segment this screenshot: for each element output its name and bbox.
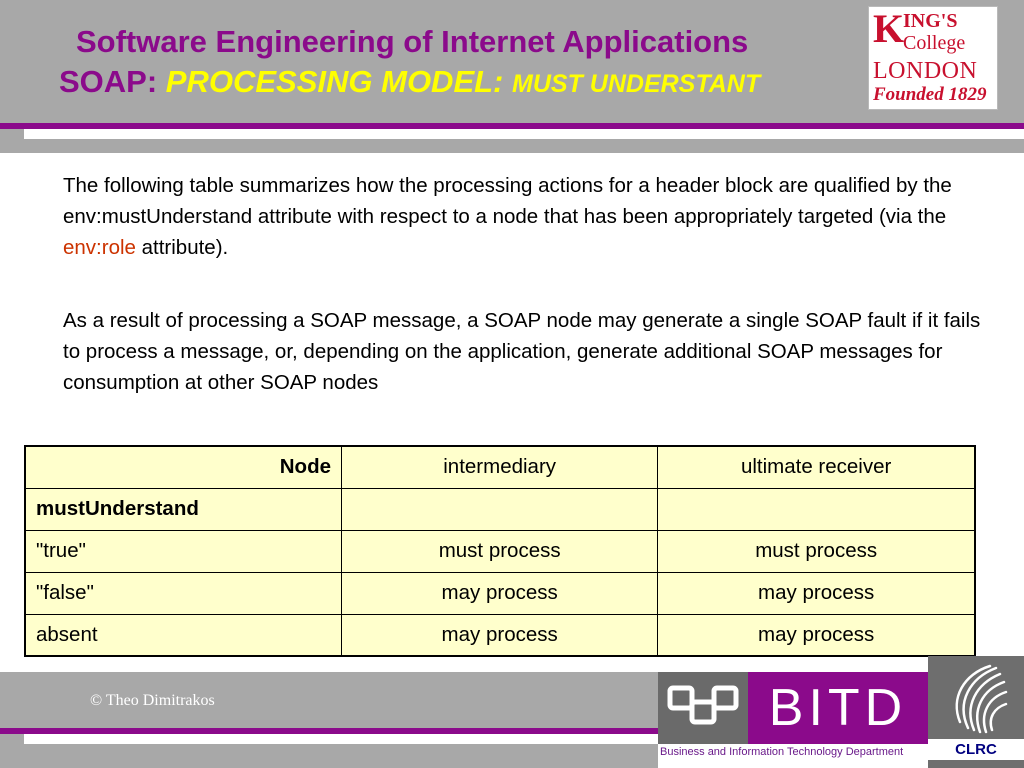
logo-founded: Founded 1829	[873, 84, 987, 105]
row-ultimate-receiver: must process	[658, 530, 975, 572]
row-ultimate-receiver: may process	[658, 572, 975, 614]
row-intermediary: may process	[342, 614, 658, 656]
bitd-caption: Business and Information Technology Department	[660, 746, 904, 758]
subtitle-highlight: PROCESSING MODEL:	[165, 64, 512, 99]
slide-title: Software Engineering of Internet Applications	[76, 24, 749, 59]
subheader-cell-mustunderstand: mustUnderstand	[25, 488, 342, 530]
bitd-wordmark: BITD	[768, 679, 908, 737]
subtitle-prefix: SOAP:	[59, 64, 166, 99]
table-subheader-row	[25, 488, 975, 530]
subheader-cell-empty	[342, 488, 658, 530]
logo-ings: ING'S	[903, 10, 958, 32]
footer-divider-white	[24, 734, 658, 744]
table-header-row	[25, 446, 975, 488]
row-intermediary: may process	[342, 572, 658, 614]
linked-squares-icon	[658, 672, 748, 744]
subheader-cell-empty	[658, 488, 975, 530]
clrc-logo	[928, 656, 1024, 768]
header-divider-gray	[0, 139, 1024, 153]
logo-k: K	[873, 6, 905, 51]
subtitle-sub: MUST UNDERSTANT	[512, 70, 761, 98]
intro-text-after: attribute).	[135, 236, 229, 259]
table-row	[25, 530, 975, 572]
bitd-wordmark-box	[748, 672, 928, 744]
header-cell-node: Node	[25, 446, 342, 488]
row-label: absent	[25, 614, 342, 656]
header-divider-white	[24, 129, 1024, 139]
kings-college-logo	[868, 6, 998, 110]
row-intermediary: must process	[342, 530, 658, 572]
slide-subtitle	[59, 64, 760, 100]
logo-college: College	[903, 32, 966, 54]
globe-swirl-icon	[946, 662, 1008, 738]
footer-copyright: © Theo Dimitrakos	[90, 692, 215, 709]
logo-london: LONDON	[873, 58, 978, 84]
row-label: "false"	[25, 572, 342, 614]
header-cell-ultimate-receiver: ultimate receiver	[658, 446, 975, 488]
env-role-term: env:role	[63, 236, 136, 259]
header-cell-intermediary: intermediary	[342, 446, 658, 488]
row-ultimate-receiver: may process	[658, 614, 975, 656]
bitd-logo	[658, 672, 928, 768]
clrc-wordmark: CLRC	[928, 739, 1024, 760]
intro-paragraph	[63, 170, 993, 263]
table-row	[25, 614, 975, 656]
table-row	[25, 572, 975, 614]
row-label: "true"	[25, 530, 342, 572]
header-divider-left	[0, 129, 24, 139]
footer-bottom-band	[0, 744, 658, 768]
result-paragraph: As a result of processing a SOAP message, a SOAP node may generate a single SOAP fault if it fails to process a message, or, depending on the application, generate additional SOAP messages for consumption at other SOAP nodes	[63, 309, 981, 394]
intro-text-before: The following table summarizes how the processing actions for a header block are qualified by the env:mustUnderstand attribute with respect to a node that has been appropriately targeted (via the	[63, 174, 952, 228]
footer-divider-left	[0, 734, 24, 744]
processing-table	[24, 445, 976, 657]
